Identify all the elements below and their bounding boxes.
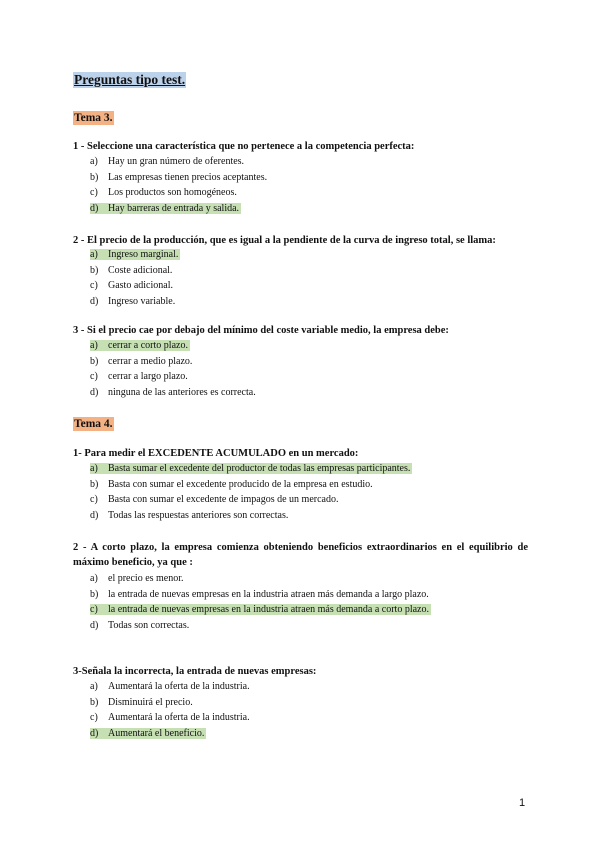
options-t3-2: [90, 247, 180, 309]
option-t3-2-c: c) Gasto adicional.: [90, 280, 173, 291]
tema-4-heading: Tema 4.: [74, 418, 113, 430]
question-t3-2: 2 - El precio de la producción, que es igual a la pendiente de la curva de ingreso total, se llama:: [73, 235, 496, 246]
option-t4-3-b: b) Disminuirá el precio.: [90, 696, 193, 708]
option-t3-3-c: c) cerrar a largo plazo.: [90, 371, 188, 382]
options-t4-2: [90, 571, 431, 633]
option-t3-1-d-correct: d) Hay barreras de entrada y salida.: [90, 202, 240, 214]
page-number: 1: [519, 797, 526, 809]
options-t4-3: [90, 679, 250, 741]
tema-3-heading: Tema 3.: [74, 112, 113, 124]
option-t4-2-c-correct: c) la entrada de nuevas empresas en la industria atraen más demanda a corto plazo.: [90, 604, 429, 615]
option-t4-3-c: c) Aumentará la oferta de la industria.: [90, 712, 250, 723]
option-t4-3-d-correct: d) Aumentará el beneficio.: [90, 727, 205, 739]
option-t3-3-a-correct: a) cerrar a corto plazo.: [90, 340, 188, 351]
question-t3-3: 3 - Si el precio cae por debajo del mínimo del coste variable medio, la empresa debe:: [73, 325, 449, 336]
option-t3-2-d: d) Ingreso variable.: [90, 295, 176, 307]
option-t3-3-b: b) cerrar a medio plazo.: [90, 355, 193, 367]
options-t3-3: [90, 338, 256, 400]
option-t4-1-d: d) Todas las respuestas anteriores son correctas.: [90, 509, 289, 521]
question-t4-2: 2 - A corto plazo, la empresa comienza obteniendo beneficios extraordinarios en el equilibrio de máximo beneficio, ya que :: [73, 542, 528, 568]
option-t3-1-a: a) Hay un gran número de oferentes.: [90, 156, 245, 167]
option-t4-2-a: a) el precio es menor.: [90, 573, 184, 584]
question-t3-1: 1 - Seleccione una característica que no pertenece a la competencia perfecta:: [73, 141, 415, 152]
options-t3-1: [90, 154, 267, 216]
options-t4-1: [90, 461, 412, 523]
question-t4-3: 3-Señala la incorrecta, la entrada de nuevas empresas:: [73, 666, 317, 677]
option-t3-1-b: b) Las empresas tienen precios aceptantes.: [90, 171, 268, 183]
option-t4-3-a: a) Aumentará la oferta de la industria.: [90, 681, 250, 692]
option-t4-1-a-correct: a) Basta sumar el excedente del productor de todas las empresas participantes.: [90, 463, 411, 474]
option-t3-2-b: b) Coste adicional.: [90, 264, 173, 276]
option-t3-2-a-correct: a) Ingreso marginal.: [90, 249, 179, 260]
option-t4-1-c: c) Basta con sumar el excedente de impagos de un mercado.: [90, 494, 339, 505]
option-t3-1-c: c) Los productos son homogéneos.: [90, 187, 237, 198]
option-t4-2-d: d) Todas son correctas.: [90, 619, 190, 631]
question-t4-1: 1- Para medir el EXCEDENTE ACUMULADO en un mercado:: [73, 448, 359, 459]
page-title: Preguntas tipo test.: [74, 72, 186, 87]
option-t4-1-b: b) Basta con sumar el excedente producido de la empresa en estudio.: [90, 478, 373, 490]
option-t4-2-b: b) la entrada de nuevas empresas en la industria atraen más demanda a largo plazo.: [90, 588, 429, 600]
option-t3-3-d: d) ninguna de las anteriores es correcta.: [90, 386, 256, 398]
